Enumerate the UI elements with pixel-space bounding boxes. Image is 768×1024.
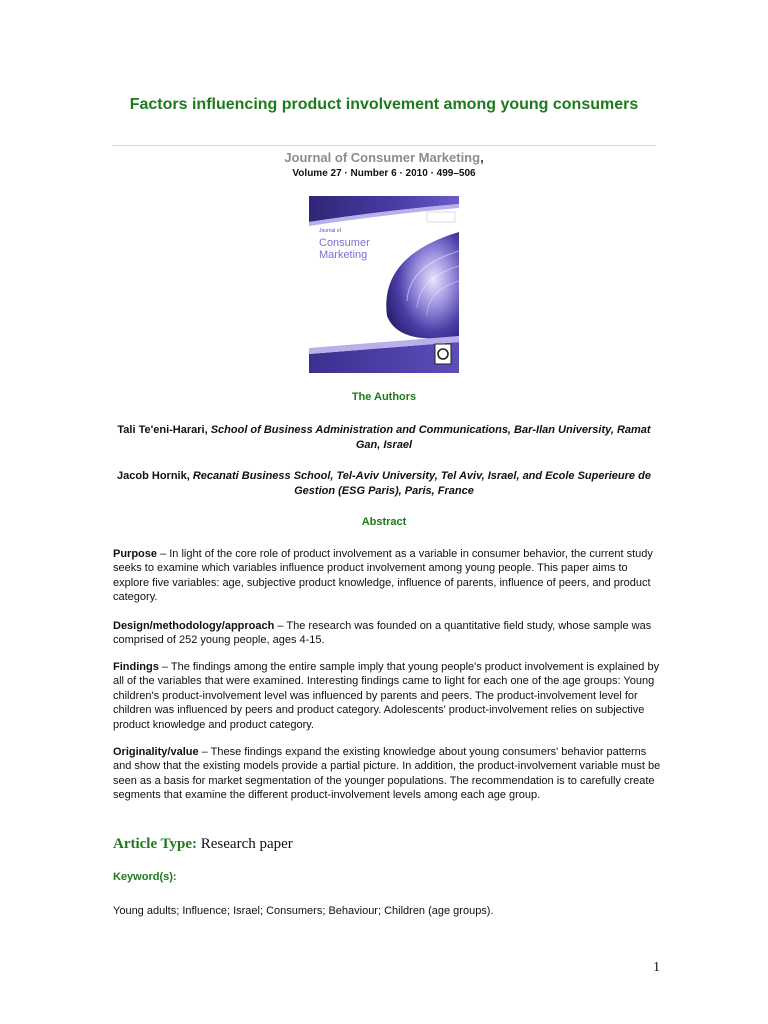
article-type (113, 835, 293, 853)
purpose-label: Purpose (113, 548, 158, 560)
author-1-name: Tali Te'eni-Harari, (117, 424, 208, 436)
findings-label: Findings (113, 661, 159, 673)
keywords-heading: Keyword(s): (113, 871, 177, 883)
author-2-name: Jacob Hornik, (117, 470, 190, 482)
authors-heading: The Authors (351, 391, 417, 403)
author-2 (110, 469, 658, 499)
abstract-design (113, 619, 661, 648)
abstract-originality (113, 745, 661, 803)
page-number: 1 (653, 960, 660, 975)
design-label: Design/methodology/approach (113, 620, 275, 632)
author-1 (110, 423, 658, 453)
volume-info: Volume 27 · Number 6 · 2010 · 499–506 (292, 168, 476, 179)
cover-label-small: Journal of (319, 228, 341, 234)
abstract-purpose (113, 547, 661, 605)
findings-text: – The findings among the entire sample imply that young people's product involvement is explained by all of the variables that were examined. Interesting findings came to light for each one of the age groups: Young children's product-involvement level was influenced by parents and peers. The product-involvement level for children was influenced by peers and product category. Adolescents' product-involvement relies on subjective product knowledge and product category. (113, 661, 660, 731)
originality-label: Originality/value (113, 746, 199, 758)
journal-name-comma: , (480, 150, 484, 165)
author-1-affiliation: School of Business Administration and Communications, Bar-Ilan University, Ramat Gan, Israel (210, 424, 651, 451)
title-divider (112, 145, 656, 146)
cover-label-consumer: Consumer (319, 237, 370, 249)
author-2-affiliation: Recanati Business School, Tel-Aviv University, Tel Aviv, Israel, and Ecole Superieure de Gestion (ESG Paris), Paris, France (192, 470, 651, 497)
abstract-heading: Abstract (361, 516, 407, 528)
design-text: – The research was founded on a quantitative field study, whose sample was comprised of 252 young people, ages 4-15. (113, 620, 652, 647)
journal-name: Journal of Consumer Marketing (284, 150, 481, 165)
journal-name-line (100, 149, 668, 167)
keywords-text: Young adults; Influence; Israel; Consumers; Behaviour; Children (age groups). (113, 905, 494, 917)
abstract-findings (113, 660, 661, 732)
originality-text: – These findings expand the existing knowledge about young consumers' behavior patterns and show that the existing models provide a partial picture. In addition, the product-involvement variable must be seen as a basis for market segmentation of the younger populations. The recommendation is to carefully create segments that examine the different product-involvement levels among each age group. (113, 746, 661, 802)
article-type-label: Article Type: (113, 836, 198, 852)
article-type-value: Research paper (197, 836, 293, 852)
purpose-text: – In light of the core role of product involvement as a variable in consumer behavior, the current study seeks to examine which variables influence product involvement among young people. This paper aims to explore five variables: age, subjective product knowledge, influence of parents, influence of peers, and product category. (113, 548, 653, 604)
journal-cover-image (309, 196, 459, 373)
paper-title: Factors influencing product involvement among young consumers (129, 96, 639, 113)
cover-label-marketing: Marketing (319, 249, 368, 261)
